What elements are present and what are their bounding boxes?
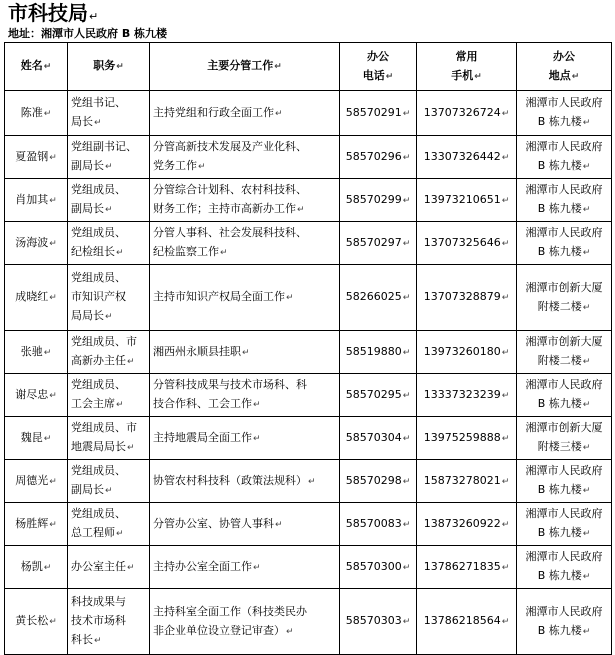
cell-line: 黄长松↵ xyxy=(15,614,57,627)
paragraph-mark: ↵ xyxy=(105,205,113,215)
cell-line: 技合作科、工会工作↵ xyxy=(153,397,261,410)
name-cell xyxy=(5,503,68,546)
paragraph-mark: ↵ xyxy=(402,238,411,249)
paragraph-mark: ↵ xyxy=(582,486,591,496)
paragraph-mark: ↵ xyxy=(582,118,591,128)
cell-line: 13307326442↵ xyxy=(423,149,510,163)
paragraph-mark: ↵ xyxy=(127,562,135,573)
cell-line: 13786271835↵ xyxy=(423,559,510,573)
work-cell xyxy=(150,503,340,546)
paragraph-mark: ↵ xyxy=(474,71,482,82)
paragraph-mark: ↵ xyxy=(49,293,57,303)
cell-line: 杨胜辉↵ xyxy=(15,516,57,530)
office-phone-cell xyxy=(340,331,417,374)
name-cell xyxy=(5,417,68,460)
cell-line: 党组成员、市 xyxy=(71,421,137,434)
cell-line: 58570298↵ xyxy=(345,473,411,487)
cell-line: 成晓红↵ xyxy=(15,290,57,303)
location-cell xyxy=(517,460,612,503)
cell-line: B 栋九楼↵ xyxy=(537,159,591,172)
cell-line: 湘潭市人民政府 xyxy=(525,464,603,477)
mobile-cell xyxy=(417,417,517,460)
work-cell xyxy=(150,331,340,374)
location-cell xyxy=(517,417,612,460)
cell-line: 58519880↵ xyxy=(345,344,411,358)
paragraph-mark: ↵ xyxy=(116,62,124,72)
cell-line: 非企业单位设立登记审查）↵ xyxy=(153,623,294,637)
position-cell xyxy=(68,589,150,655)
position-cell xyxy=(68,503,150,546)
header-position xyxy=(68,43,150,91)
mobile-cell xyxy=(417,503,517,546)
mobile-cell xyxy=(417,331,517,374)
cell-line: 湘潭市创新大厦 xyxy=(525,335,603,348)
table-row xyxy=(5,589,612,655)
paragraph-mark: ↵ xyxy=(43,108,52,119)
paragraph-mark: ↵ xyxy=(49,238,57,249)
cell-line: 湘潭市创新大厦 xyxy=(525,421,603,434)
name-cell xyxy=(5,374,68,417)
paragraph-mark: ↵ xyxy=(582,443,591,453)
paragraph-mark: ↵ xyxy=(127,357,135,367)
name-cell xyxy=(5,136,68,179)
cell-line: 总工程师↵ xyxy=(71,526,124,539)
cell-line: 办公 xyxy=(367,49,389,63)
paragraph-mark: ↵ xyxy=(253,400,261,410)
cell-line: B 栋九楼↵ xyxy=(537,397,591,410)
location-cell xyxy=(517,222,612,265)
paragraph-mark: ↵ xyxy=(43,62,52,72)
paragraph-mark: ↵ xyxy=(275,108,283,119)
directory-table xyxy=(4,42,612,655)
cell-line: 高新办主任↵ xyxy=(71,354,135,367)
office-phone-cell xyxy=(340,179,417,222)
paragraph-mark: ↵ xyxy=(253,562,261,573)
cell-line: 党组副书记、 xyxy=(71,140,137,153)
paragraph-mark: ↵ xyxy=(582,357,591,367)
cell-line: 党组成员、 xyxy=(71,271,126,284)
paragraph-mark: ↵ xyxy=(501,562,510,573)
location-cell xyxy=(517,503,612,546)
name-cell xyxy=(5,91,68,136)
cell-line: 13973210651↵ xyxy=(423,192,510,206)
paragraph-mark: ↵ xyxy=(501,347,510,358)
cell-line: 13975259888↵ xyxy=(423,430,510,444)
cell-line: B 栋九楼↵ xyxy=(537,245,591,258)
cell-line: 58570299↵ xyxy=(345,192,411,206)
paragraph-mark: ↵ xyxy=(127,443,135,453)
paragraph-mark: ↵ xyxy=(43,562,52,573)
mobile-cell xyxy=(417,460,517,503)
cell-line: 13973260180↵ xyxy=(423,344,510,358)
cell-line: 党组成员、市 xyxy=(71,335,137,348)
cell-line: 13707326724↵ xyxy=(423,105,510,119)
paragraph-mark: ↵ xyxy=(402,152,411,163)
work-cell xyxy=(150,374,340,417)
location-cell xyxy=(517,331,612,374)
cell-line: 湘潭市人民政府 xyxy=(525,378,603,391)
page-title: 市科技局↵ xyxy=(8,1,99,25)
office-phone-cell xyxy=(340,136,417,179)
name-cell xyxy=(5,265,68,331)
cell-line: 主持地震局全面工作↵ xyxy=(153,430,261,444)
cell-line: 主要分管工作↵ xyxy=(207,59,282,72)
paragraph-mark: ↵ xyxy=(571,71,580,82)
paragraph-mark: ↵ xyxy=(286,293,294,303)
header-mobile xyxy=(417,43,517,91)
cell-line: 纪检组长↵ xyxy=(71,245,124,258)
paragraph-mark: ↵ xyxy=(297,205,305,215)
cell-line: 分管高新技术发展及产业化科、 xyxy=(153,140,307,153)
paragraph-mark: ↵ xyxy=(308,476,316,487)
cell-line: 湘潭市创新大厦 xyxy=(525,280,603,294)
cell-line: 湘潭市人民政府 xyxy=(525,550,603,563)
work-cell xyxy=(150,589,340,655)
cell-line: 市知识产权 xyxy=(71,290,126,303)
cell-line: 13707325646↵ xyxy=(423,235,510,249)
cell-line: 周德光↵ xyxy=(15,473,57,487)
name-cell xyxy=(5,460,68,503)
table-row xyxy=(5,374,612,417)
position-cell xyxy=(68,374,150,417)
cell-line: 陈准↵ xyxy=(20,105,52,119)
paragraph-mark: ↵ xyxy=(501,390,510,401)
paragraph-mark: ↵ xyxy=(501,293,510,303)
location-cell xyxy=(517,179,612,222)
cell-line: 党组成员、 xyxy=(71,464,126,477)
cell-line: 财务工作；主持市高新办工作↵ xyxy=(153,202,305,215)
table-row xyxy=(5,222,612,265)
paragraph-mark: ↵ xyxy=(582,205,591,215)
cell-line: 主持党组和行政全面工作↵ xyxy=(153,105,283,119)
cell-line: 姓名↵ xyxy=(20,59,52,72)
position-cell xyxy=(68,460,150,503)
table-row xyxy=(5,91,612,136)
work-cell xyxy=(150,91,340,136)
mobile-cell xyxy=(417,222,517,265)
paragraph-mark: ↵ xyxy=(402,562,411,573)
location-cell xyxy=(517,136,612,179)
cell-line: 电话↵ xyxy=(362,68,394,82)
cell-line: 58570291↵ xyxy=(345,105,411,119)
cell-line: 附楼二楼↵ xyxy=(537,354,591,367)
cell-line: 湘潭市人民政府 xyxy=(525,604,603,618)
paragraph-mark: ↵ xyxy=(582,302,591,313)
position-cell xyxy=(68,331,150,374)
cell-line: 汤海波↵ xyxy=(15,235,57,249)
cell-line: 党组成员、 xyxy=(71,378,126,391)
cell-line: 主持办公室全面工作↵ xyxy=(153,559,261,573)
cell-line: 58570296↵ xyxy=(345,149,411,163)
cell-line: 副局长↵ xyxy=(71,202,113,215)
cell-line: 党组成员、 xyxy=(71,507,126,520)
paragraph-mark: ↵ xyxy=(220,248,228,258)
mobile-cell xyxy=(417,546,517,589)
name-cell xyxy=(5,589,68,655)
location-cell xyxy=(517,91,612,136)
cell-line: 谢尽忠↵ xyxy=(15,387,57,401)
paragraph-mark: ↵ xyxy=(49,519,57,530)
cell-line: 湘西州永顺县挂职↵ xyxy=(153,344,250,358)
cell-line: 附楼三楼↵ xyxy=(537,440,591,453)
paragraph-mark: ↵ xyxy=(582,400,591,410)
cell-line: 副局长↵ xyxy=(71,483,113,496)
paragraph-mark: ↵ xyxy=(402,347,411,358)
paragraph-mark: ↵ xyxy=(49,390,57,401)
cell-line: 13337323239↵ xyxy=(423,387,510,401)
paragraph-mark: ↵ xyxy=(402,390,411,401)
header-name xyxy=(5,43,68,91)
header-work xyxy=(150,43,340,91)
cell-line: 张驰↵ xyxy=(20,344,52,358)
cell-line: 15873278021↵ xyxy=(423,473,510,487)
paragraph-mark: ↵ xyxy=(49,195,57,206)
paragraph-mark: ↵ xyxy=(105,162,113,172)
header-location xyxy=(517,43,612,91)
cell-line: 魏昆↵ xyxy=(20,430,52,444)
cell-line: 手机↵ xyxy=(451,68,482,82)
cell-line: B 栋九楼↵ xyxy=(537,483,591,496)
cell-line: B 栋九楼↵ xyxy=(537,202,591,215)
paragraph-mark: ↵ xyxy=(582,248,591,258)
paragraph-mark: ↵ xyxy=(242,347,250,358)
cell-line: 13873260922↵ xyxy=(423,516,510,530)
office-phone-cell xyxy=(340,222,417,265)
table-row xyxy=(5,417,612,460)
paragraph-mark: ↵ xyxy=(582,529,591,539)
cell-line: 工会主席↵ xyxy=(71,397,124,410)
cell-line: 58570300↵ xyxy=(345,559,411,573)
paragraph-mark: ↵ xyxy=(385,71,394,82)
cell-line: B 栋九楼↵ xyxy=(537,115,591,128)
office-phone-cell xyxy=(340,546,417,589)
cell-line: 夏盈钢↵ xyxy=(15,149,57,163)
paragraph-mark: ↵ xyxy=(116,248,124,258)
cell-line: 地震局局长↵ xyxy=(71,440,135,453)
paragraph-mark: ↵ xyxy=(402,519,411,530)
paragraph-mark: ↵ xyxy=(501,617,510,627)
mobile-cell xyxy=(417,265,517,331)
paragraph-mark: ↵ xyxy=(198,162,206,172)
position-cell xyxy=(68,179,150,222)
cell-line: 杨凯↵ xyxy=(20,559,52,573)
mobile-cell xyxy=(417,589,517,655)
paragraph-mark: ↵ xyxy=(253,433,261,444)
cell-line: 肖加其↵ xyxy=(15,192,57,206)
paragraph-mark: ↵ xyxy=(49,476,57,487)
paragraph-mark: ↵ xyxy=(402,433,411,444)
mobile-cell xyxy=(417,374,517,417)
header-office-phone xyxy=(340,43,417,91)
cell-line: 分管科技成果与技术市场科、科 xyxy=(153,378,307,391)
paragraph-mark: ↵ xyxy=(582,572,591,582)
table-row xyxy=(5,503,612,546)
cell-line: 湘潭市人民政府 xyxy=(525,183,603,196)
position-cell xyxy=(68,91,150,136)
cell-line: 局长↵ xyxy=(71,115,102,128)
cell-line: B 栋九楼↵ xyxy=(537,569,591,582)
cell-line: 湘潭市人民政府 xyxy=(525,140,603,153)
table-row xyxy=(5,331,612,374)
paragraph-mark: ↵ xyxy=(501,433,510,444)
work-cell xyxy=(150,460,340,503)
paragraph-mark: ↵ xyxy=(501,476,510,487)
cell-line: 58570297↵ xyxy=(345,235,411,249)
cell-line: 58570083↵ xyxy=(345,516,411,530)
table-row xyxy=(5,460,612,503)
paragraph-mark: ↵ xyxy=(582,626,591,637)
paragraph-mark: ↵ xyxy=(501,195,510,206)
paragraph-mark: ↵ xyxy=(116,529,124,539)
name-cell xyxy=(5,546,68,589)
paragraph-mark: ↵ xyxy=(582,162,591,172)
mobile-cell xyxy=(417,136,517,179)
cell-line: 办公室主任↵ xyxy=(71,559,135,573)
paragraph-mark: ↵ xyxy=(105,486,113,496)
cell-line: 纪检监察工作↵ xyxy=(153,245,228,258)
paragraph-mark: ↵ xyxy=(286,626,294,637)
paragraph-mark: ↵ xyxy=(402,108,411,119)
location-cell xyxy=(517,546,612,589)
cell-line: 湘潭市人民政府 xyxy=(525,96,603,109)
cell-line: 分管综合计划科、农村科技科、 xyxy=(153,183,307,196)
paragraph-mark: ↵ xyxy=(105,312,113,322)
cell-line: 分管人事科、社会发展科技科、 xyxy=(153,226,307,239)
work-cell xyxy=(150,179,340,222)
cell-line: 党组成员、 xyxy=(71,226,126,239)
paragraph-mark: ↵ xyxy=(94,636,102,646)
name-cell xyxy=(5,179,68,222)
paragraph-mark: ↵ xyxy=(275,519,283,530)
office-phone-cell xyxy=(340,374,417,417)
cell-line: 副局长↵ xyxy=(71,159,113,172)
work-cell xyxy=(150,136,340,179)
table-row xyxy=(5,265,612,331)
cell-line: 湘潭市人民政府 xyxy=(525,226,603,239)
name-cell xyxy=(5,222,68,265)
mobile-cell xyxy=(417,179,517,222)
paragraph-mark: ↵ xyxy=(501,238,510,249)
office-phone-cell xyxy=(340,589,417,655)
cell-line: 党组成员、 xyxy=(71,183,126,196)
paragraph-mark: ↵ xyxy=(402,476,411,487)
cell-line: 党务工作↵ xyxy=(153,159,206,172)
paragraph-mark: ↵ xyxy=(402,617,411,627)
cell-line: 主持市知识产权局全面工作↵ xyxy=(153,290,294,303)
cell-line: 技术市场科 xyxy=(71,614,126,627)
cell-line: 常用 xyxy=(455,49,478,63)
paragraph-mark: ↵ xyxy=(116,400,124,410)
cell-line: 地点↵ xyxy=(548,68,580,82)
cell-line: 58266025↵ xyxy=(345,290,411,303)
work-cell xyxy=(150,546,340,589)
cell-line: 分管办公室、协管人事科↵ xyxy=(153,516,283,530)
position-cell xyxy=(68,136,150,179)
cell-line: 主持科室全面工作（科技类民办 xyxy=(153,604,307,618)
cell-line: 58570303↵ xyxy=(345,614,411,627)
cell-line: 13786218564↵ xyxy=(423,614,510,627)
header-row xyxy=(5,43,612,91)
work-cell xyxy=(150,222,340,265)
address-line: 地址：湘潭市人民政府 B 栋九楼 xyxy=(8,27,168,40)
name-cell xyxy=(5,331,68,374)
position-cell xyxy=(68,222,150,265)
location-cell xyxy=(517,374,612,417)
cell-line: 党组书记、 xyxy=(71,96,126,109)
table-row xyxy=(5,546,612,589)
location-cell xyxy=(517,589,612,655)
cell-line: 附楼二楼↵ xyxy=(537,299,591,313)
paragraph-mark: ↵ xyxy=(43,433,52,444)
office-phone-cell xyxy=(340,417,417,460)
paragraph-mark: ↵ xyxy=(402,195,411,206)
paragraph-mark: ↵ xyxy=(89,10,99,23)
cell-line: 科技成果与 xyxy=(71,595,126,608)
office-phone-cell xyxy=(340,503,417,546)
cell-line: 局局长↵ xyxy=(71,309,113,322)
paragraph-mark: ↵ xyxy=(501,108,510,119)
cell-line: 协管农村科技科（政策法规科）↵ xyxy=(153,473,316,487)
table-row xyxy=(5,136,612,179)
mobile-cell xyxy=(417,91,517,136)
paragraph-mark: ↵ xyxy=(501,519,510,530)
cell-line: 58570295↵ xyxy=(345,387,411,401)
cell-line: 科长↵ xyxy=(71,633,102,646)
paragraph-mark: ↵ xyxy=(94,118,102,128)
cell-line: 58570304↵ xyxy=(345,430,411,444)
office-phone-cell xyxy=(340,460,417,503)
table-row xyxy=(5,179,612,222)
location-cell xyxy=(517,265,612,331)
paragraph-mark: ↵ xyxy=(501,152,510,163)
cell-line: 13707328879↵ xyxy=(423,290,510,303)
paragraph-mark: ↵ xyxy=(402,293,411,303)
paragraph-mark: ↵ xyxy=(43,347,52,358)
position-cell xyxy=(68,417,150,460)
cell-line: B 栋九楼↵ xyxy=(537,623,591,637)
office-phone-cell xyxy=(340,91,417,136)
paragraph-mark: ↵ xyxy=(274,62,282,72)
work-cell xyxy=(150,265,340,331)
paragraph-mark: ↵ xyxy=(49,152,57,163)
work-cell xyxy=(150,417,340,460)
office-phone-cell xyxy=(340,265,417,331)
position-cell xyxy=(68,546,150,589)
cell-line: 湘潭市人民政府 xyxy=(525,507,603,520)
paragraph-mark: ↵ xyxy=(49,617,57,627)
cell-line: B 栋九楼↵ xyxy=(537,526,591,539)
cell-line: 职务↵ xyxy=(93,59,124,72)
position-cell xyxy=(68,265,150,331)
cell-line: 办公 xyxy=(553,49,575,63)
